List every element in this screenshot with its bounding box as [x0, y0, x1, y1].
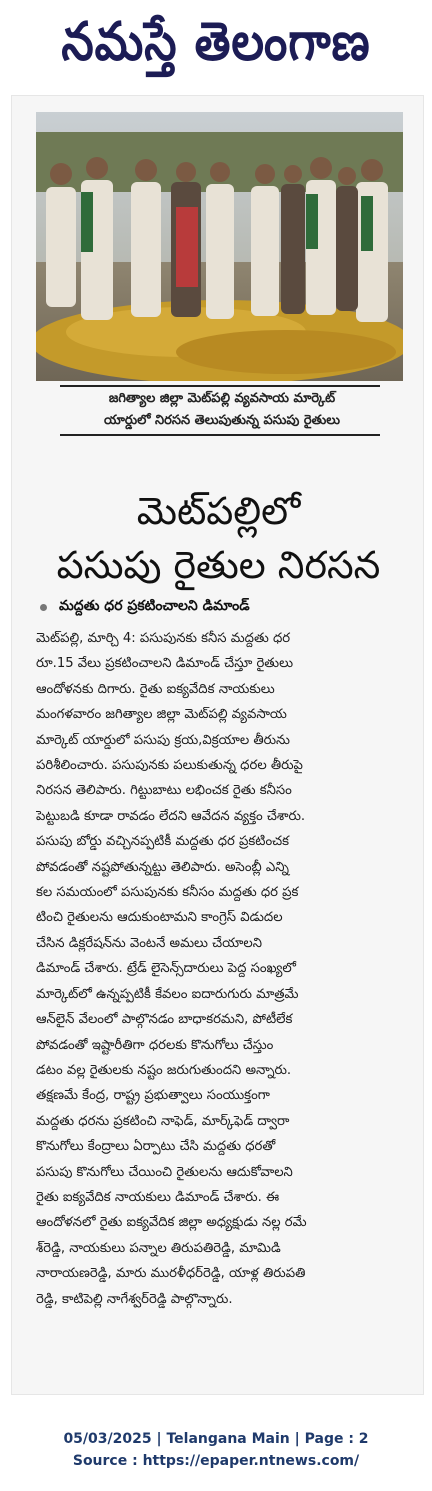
body-line: మార్కెట్ యార్డులో పసుపు క్రయ,విక్రయాల తీరును [36, 732, 290, 748]
caption-line: యార్డులో నిరసన తెలుపుతున్న పసుపు రైతులు [104, 413, 340, 428]
body-line: కొనుగోలు కేంద్రాలు ఏర్పాటు చేసి మద్దతు ధరతో [36, 1139, 276, 1155]
body-line: డటం వల్ల రైతులకు నష్టం జరుగుతుందని అన్నారు. [36, 1062, 292, 1078]
body-line: పెట్టుబడి కూడా రావడం లేదని ఆవేదన వ్యక్తం చేశారు. [36, 808, 306, 824]
body-line: నారాయణరెడ్డి, మారు మురళీధర్‌రెడ్డి, యాళ్ల తిరుపతి [36, 1266, 306, 1282]
photo-caption [72, 388, 372, 432]
caption-line: జగిత్యాల జిల్లా మెట్‌పల్లి వ్యవసాయ మార్కెట్ [108, 391, 336, 406]
body-line: కల సమయంలో పసుపునకు కనీసం మద్దతు ధర ప్రక [36, 885, 299, 901]
body-line: రెడ్డి, కాటిపెల్లి నాగేశ్వర్‌రెడ్డి పాల్గొన్నారు. [36, 1291, 233, 1307]
news-photo [36, 112, 403, 381]
body-line: మార్కెట్‌లో ఉన్నప్పటికీ కేవలం ఐదారుగురు మాత్రమే [36, 986, 299, 1002]
body-line: శ్‌రెడ్డి, నాయకులు పన్నాల తిరుపతిరెడ్డి, మామిడి [36, 1240, 281, 1256]
body-line: ఆందోళనకు దిగారు. రైతు ఐక్యవేదిక నాయకులు [36, 681, 275, 697]
body-line: టించి రైతులను ఆదుకుంటామని కాంగ్రెస్ విడుదల [36, 910, 283, 926]
body-line: పరిశీలించారు. పసుపునకు పలుకుతున్న ధరల తీరుపై [36, 758, 303, 774]
body-line: పోవడంతో ఇష్టారీతిగా ధరలకు కొనుగోలు చేస్తుం [36, 1037, 274, 1053]
article-subhead [40, 598, 410, 617]
body-line: నిరసన తెలిపారు. గిట్టుబాటు లభించక రైతు కనీసం [36, 783, 292, 799]
article-headline [12, 484, 425, 592]
body-line: ఆందోళనలో రైతు ఐక్యవేదిక జిల్లా అధ్యక్షుడు నల్ల రమే [36, 1215, 307, 1231]
footer-date-edition: 05/03/2025 | Telangana Main | Page : 2 [63, 1431, 369, 1447]
body-line: పసుపు కొనుగోలు చేయించి రైతులను ఆదుకోవాలని [36, 1164, 293, 1180]
bullet-icon [40, 604, 47, 611]
masthead [0, 0, 432, 82]
body-line: పసుపు బోర్డు వచ్చినప్పటికీ మద్దతు ధర ప్రకటించక [36, 834, 290, 850]
body-line: మద్దతు ధరను ప్రకటించి నాఫెడ్, మార్క్‌ఫెడ్ ద్వారా [36, 1113, 290, 1129]
subhead-text: మద్దతు ధర ప్రకటించాలని డిమాండ్ [59, 598, 250, 614]
body-line: రైతు ఐక్యవేదిక నాయకులు డిమాండ్ చేశారు. ఈ [36, 1189, 280, 1205]
body-line: మంగళవారం జగిత్యాల జిల్లా మెట్‌పల్లి వ్యవసాయ [36, 707, 287, 723]
headline-line: మెట్‌పల్లిలో [136, 489, 301, 533]
caption-top-rule [60, 385, 380, 387]
page-footer [0, 1428, 432, 1472]
body-line: తక్షణమే కేంద్ర, రాష్ట్ర ప్రభుత్వాలు సంయుక్తంగా [36, 1088, 270, 1104]
body-line: రూ.15 వేలు ప్రకటించాలని డిమాండ్ చేస్తూ రైతులు [36, 656, 294, 672]
body-line: పోవడంతో నష్టపోతున్నట్టు తెలిపారు. అసెంబ్లీ ఎన్ని [36, 859, 289, 875]
body-line: చేసిన డిక్లరేషన్‌ను వెంటనే అమలు చేయాలని [36, 935, 262, 951]
body-line: మెట్‌పల్లి, మార్చి 4: పసుపునకు కనీస మద్దతు ధర [36, 631, 291, 646]
masthead-logo: నమస్తే తెలంగాణ [61, 9, 371, 73]
caption-bottom-rule [60, 434, 380, 436]
body-line: ఆన్‌లైన్ వేలంలో పాల్గొనడం బాధాకరమని, పోటీలేక [36, 1012, 293, 1028]
article-body [36, 626, 409, 1312]
footer-source-link[interactable]: Source : https://epaper.ntnews.com/ [72, 1453, 360, 1469]
headline-line: పసుపు రైతుల నిరసన [56, 543, 381, 587]
news-clipping [11, 95, 424, 1395]
body-line: డిమాండ్ చేశారు. ట్రేడ్ లైసెన్స్‌దారులు పెద్ద సంఖ్యలో [36, 961, 297, 977]
